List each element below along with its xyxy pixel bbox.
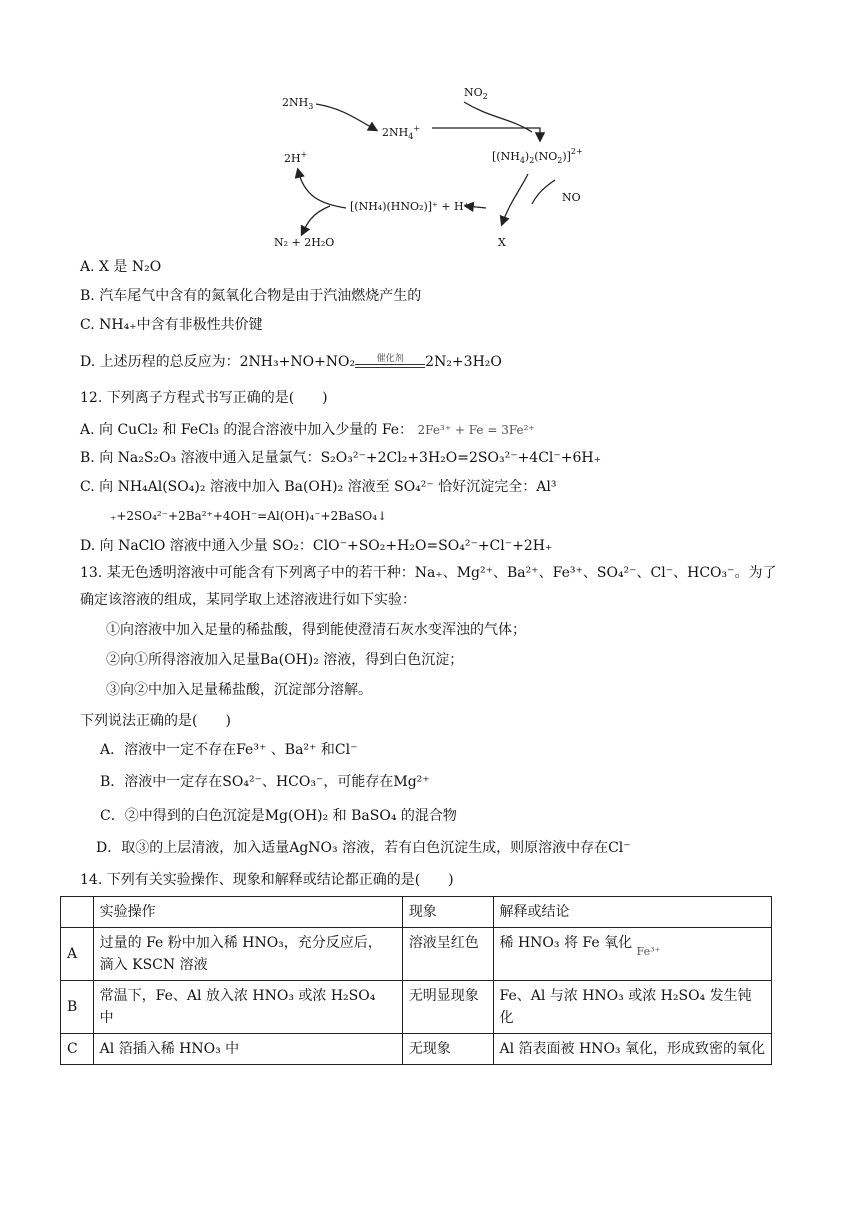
table-header-row — [61, 897, 772, 928]
reaction-cycle-diagram — [270, 78, 600, 258]
row-phenomenon: 溶液呈红色 — [402, 928, 493, 981]
table-header-cell: 解释或结论 — [493, 897, 772, 928]
row-label: B — [61, 981, 94, 1034]
species-nh4: $2NH_4^+$ — [382, 124, 421, 141]
species-no: NO — [562, 191, 581, 204]
q11-option-d: D. 上述历程的总反应为：2NH₃+NO+NO₂ 催化剂 2N₂+3H₂O — [80, 354, 502, 370]
q13-option-c: C．②中得到的白色沉淀是Mg(OH)₂ 和 BaSO₄ 的混合物 — [100, 808, 457, 824]
q12-stem: 12. 下列离子方程式书写正确的是( ) — [80, 390, 328, 406]
q12-option-b: B. 向 Na₂S₂O₃ 溶液中通入足量氯气：S₂O₃²⁻+2Cl₂+3H₂O=2SO₃²⁻+4Cl⁻+6H₊ — [80, 450, 602, 466]
species-x: X — [498, 236, 506, 249]
species-nh3: $2NH_3$ — [282, 96, 314, 111]
q11-option-c: C. NH₄₊中含有非极性共价键 — [80, 317, 263, 333]
q13-step-3: ③向②中加入足量稀盐酸，沉淀部分溶解。 — [106, 682, 372, 698]
table-header-cell: 实验操作 — [93, 897, 402, 928]
q14-stem: 14. 下列有关实验操作、现象和解释或结论都正确的是( ) — [80, 872, 454, 888]
row-operation: Al 箔插入稀 HNO₃ 中 — [93, 1034, 402, 1065]
q12-option-a: A. 向 CuCl₂ 和 FeCl₃ 的混合溶液中加入少量的 Fe： 2Fe³⁺ + Fe = 3Fe²⁺ — [80, 422, 535, 438]
row-conclusion: 稀 HNO₃ 将 Fe 氧化 $_{Fe^{3+}}$ — [493, 928, 772, 981]
q11-option-b: B. 汽车尾气中含有的氮氧化合物是由于汽油燃烧产生的 — [80, 288, 422, 304]
q13-option-d: D．取③的上层清液，加入适量AgNO₃ 溶液，若有白色沉淀生成，则原溶液中存在Cl⁻ — [96, 840, 631, 856]
row-operation: 常温下，Fe、Al 放入浓 HNO₃ 或浓 H₂SO₄ 中 — [93, 981, 402, 1034]
q13-step-1: ①向溶液中加入足量的稀盐酸，得到能使澄清石灰水变浑浊的气体； — [106, 622, 526, 638]
row-phenomenon: 无现象 — [402, 1034, 493, 1065]
table-row — [61, 1034, 772, 1065]
q13-option-a: A．溶液中一定不存在Fe³⁺ 、Ba²⁺ 和Cl⁻ — [100, 742, 358, 758]
experiment-table — [60, 896, 772, 1065]
q13-ask: 下列说法正确的是( ) — [80, 713, 231, 729]
table-row — [61, 981, 772, 1034]
row-label: C — [61, 1034, 94, 1065]
row-conclusion: Al 箔表面被 HNO₃ 氧化，形成致密的氧化 — [493, 1034, 772, 1065]
q12-option-c-cont: ₊+2SO₄²⁻+2Ba²⁺+4OH⁻=Al(OH)₄⁻+2BaSO₄↓ — [110, 509, 388, 523]
table-header-cell: 现象 — [402, 897, 493, 928]
species-h-plus: 2H+ — [284, 150, 308, 165]
q13-stem-2: 确定该溶液的组成，某同学取上述溶液进行如下实验： — [80, 592, 416, 608]
q13-option-b: B．溶液中一定存在SO₄²⁻、HCO₃⁻，可能存在Mg²⁺ — [100, 774, 430, 790]
q12-option-c: C. 向 NH₄Al(SO₄)₂ 溶液中加入 Ba(OH)₂ 溶液至 SO₄²⁻ 恰好沉淀完全：Al³ — [80, 479, 557, 495]
species-n2: N₂ + 2H₂O — [274, 236, 335, 249]
row-conclusion: Fe、Al 与浓 HNO₃ 或浓 H₂SO₄ 发生钝化 — [493, 981, 772, 1034]
table-row — [61, 928, 772, 981]
q13-stem-1: 13. 某无色透明溶液中可能含有下列离子中的若干种：Na₊、Mg²⁺、Ba²⁺、Fe³⁺、SO₄²⁻、Cl⁻、HCO₃⁻。为了 — [80, 565, 777, 581]
q12-option-d: D. 向 NaClO 溶液中通入少量 SO₂：ClO⁻+SO₂+H₂O=SO₄²⁻+Cl⁻+2H₊ — [80, 538, 553, 554]
species-no2: $NO_2$ — [464, 86, 488, 101]
row-phenomenon: 无明显现象 — [402, 981, 493, 1034]
q13-step-2: ②向①所得溶液加入足量Ba(OH)₂ 溶液，得到白色沉淀； — [106, 652, 464, 668]
species-complex1: $[(NH_4)_2(NO_2)]^{2+}$ — [492, 147, 583, 165]
q11-option-a: A. X 是 N₂O — [80, 259, 162, 275]
row-label: A — [61, 928, 94, 981]
catalyst-arrow: 催化剂 — [355, 355, 425, 369]
row-operation: 过量的 Fe 粉中加入稀 HNO₃，充分反应后， 滴入 KSCN 溶液 — [93, 928, 402, 981]
table-header-cell — [61, 897, 94, 928]
species-complex2: [(NH₄)(HNO₂)]⁺ + H⁺ — [350, 200, 470, 213]
